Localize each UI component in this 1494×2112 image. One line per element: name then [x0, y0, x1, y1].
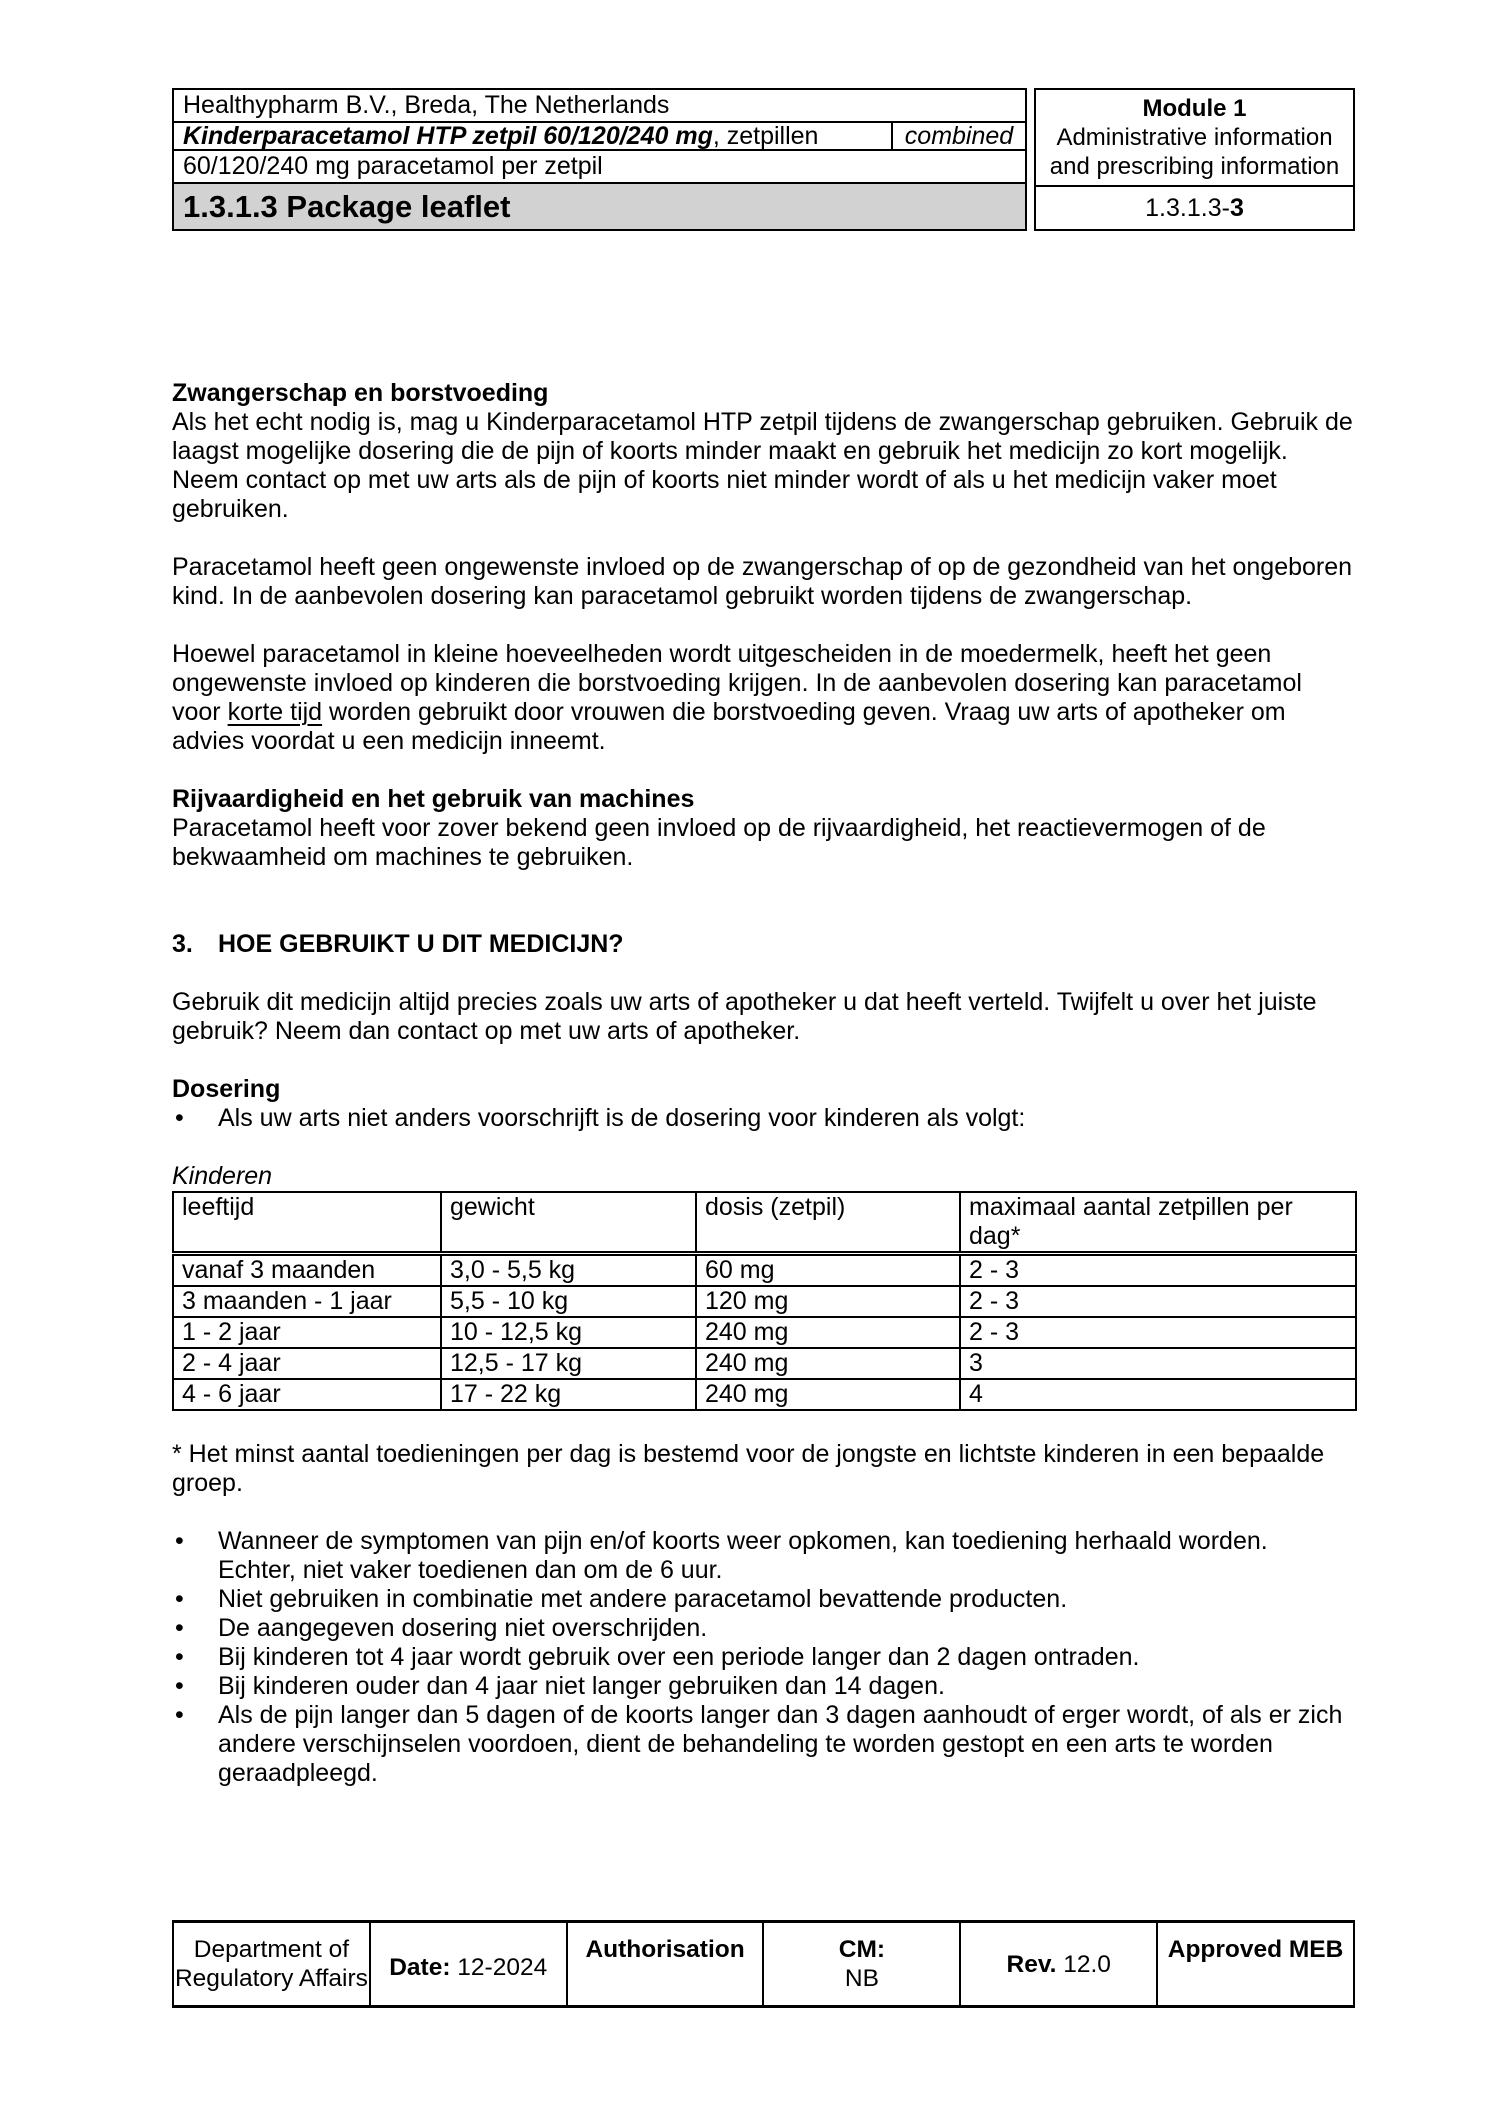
- table-row: [173, 1348, 1356, 1379]
- section3-heading: [172, 930, 1355, 959]
- table-cell: 1 - 2 jaar: [173, 1317, 441, 1348]
- pregnancy-paragraph-1: Als het echt nodig is, mag u Kinderparacetamol HTP zetpil tijdens de zwangerschap gebruiken. Gebruik de laagst mogelijke dosering die de pijn of koorts minder maakt en gebruik het medicijn zo kort mogelijk. Neem contact op met uw arts als de pijn of koorts niet minder wordt of als u het medicijn vaker moet gebruiken.: [172, 408, 1353, 523]
- combined-label: combined: [904, 121, 1014, 150]
- header-block: [172, 88, 1355, 231]
- bullet-line: Bij kinderen ouder dan 4 jaar niet langer gebruiken dan 14 dagen.: [218, 1672, 945, 1700]
- footer-table: [172, 1920, 1355, 2008]
- usage-bullets: [172, 1527, 1355, 1788]
- bullet-marker: •: [175, 1104, 184, 1132]
- bullet-text: [218, 1701, 1355, 1788]
- bullet-line: Bij kinderen tot 4 jaar wordt gebruik over een periode langer dan 2 dagen ontraden.: [218, 1643, 1140, 1671]
- dosing-heading: Dosering: [172, 1075, 281, 1103]
- company-name: Healthypharm B.V., Breda, The Netherlands: [183, 91, 670, 119]
- header-table-left: [172, 88, 1027, 231]
- bullet-line: Niet gebruiken in combinatie met andere paracetamol bevattende producten.: [218, 1585, 1068, 1613]
- footer-cell-authorisation: [566, 1923, 763, 2005]
- bullet-line: Wanneer de symptomen van pijn en/of koorts weer opkomen, kan toediening herhaald worden.: [218, 1527, 1268, 1555]
- bullet-marker: •: [175, 1585, 184, 1613]
- dosing-table-body: [173, 1254, 1356, 1411]
- dosing-table: [172, 1191, 1357, 1411]
- strength-text: 60/120/240 mg paracetamol per zetpil: [183, 152, 603, 180]
- table-cell: vanaf 3 maanden: [173, 1254, 441, 1287]
- table-cell: 240 mg: [696, 1348, 960, 1379]
- module-subtitle-1: Administrative information: [1056, 124, 1333, 151]
- company-row: [174, 90, 1025, 121]
- bullet-marker: •: [175, 1672, 184, 1700]
- bullet-marker: •: [175, 1614, 184, 1642]
- pregnancy-heading: Zwangerschap en borstvoeding: [172, 379, 549, 407]
- table-caption: Kinderen: [172, 1162, 273, 1190]
- table-header-cell: leeftijd: [173, 1192, 441, 1254]
- bullet-item: [172, 1614, 1355, 1643]
- bullet-item: [172, 1701, 1355, 1788]
- table-cell: 3: [960, 1348, 1356, 1379]
- approved-label: Approved MEB: [1167, 1935, 1344, 1963]
- table-cell: 5,5 - 10 kg: [441, 1286, 696, 1317]
- product-row: [174, 121, 1025, 151]
- doc-code-cell: [1036, 187, 1353, 229]
- rev-value: 12.0: [1056, 1950, 1111, 1978]
- table-cell: 2 - 4 jaar: [173, 1348, 441, 1379]
- table-cell: 3,0 - 5,5 kg: [441, 1254, 696, 1287]
- section3-number: 3.: [172, 930, 193, 958]
- table-cell: 2 - 3: [960, 1286, 1356, 1317]
- table-cell: 240 mg: [696, 1379, 960, 1410]
- cm-value: NB: [844, 1965, 879, 1992]
- table-cell: 120 mg: [696, 1286, 960, 1317]
- module-subtitle-2: and prescribing information: [1049, 153, 1340, 180]
- combined-cell: [891, 123, 1025, 149]
- table-header-row: [173, 1192, 1356, 1254]
- bullet-line: Echter, niet vaker toedienen dan om de 6 uur.: [218, 1556, 723, 1584]
- rev-label: Rev.: [1006, 1950, 1057, 1978]
- content-area: [172, 88, 1355, 1788]
- date-label: Date:: [389, 1953, 451, 1981]
- driving-heading: Rijvaardigheid en het gebruik van machines: [172, 785, 695, 813]
- product-name: Kinderparacetamol HTP zetpil 60/120/240 mg: [183, 123, 713, 149]
- footer-cell-department: [174, 1923, 369, 2005]
- module-title: Module 1: [1142, 95, 1247, 122]
- bullet-line: De aangegeven dosering niet overschrijden.: [218, 1614, 708, 1642]
- underlined-text: korte tijd: [227, 698, 323, 726]
- dosing-bullet: [172, 1104, 1355, 1133]
- leaflet-title: 1.3.1.3 Package leaflet: [183, 189, 511, 224]
- date-value: 12-2024: [450, 1953, 548, 1981]
- bullet-item: [172, 1643, 1355, 1672]
- table-cell: 3 maanden - 1 jaar: [173, 1286, 441, 1317]
- table-row: [173, 1286, 1356, 1317]
- cm-label: CM:: [838, 1936, 886, 1963]
- table-cell: 2 - 3: [960, 1254, 1356, 1287]
- leaflet-title-row: [174, 182, 1025, 229]
- table-cell: 10 - 12,5 kg: [441, 1317, 696, 1348]
- pregnancy-paragraph-2: Paracetamol heeft geen ongewenste invloed op de zwangerschap of op de gezondheid van het ongeboren kind. In de aanbevolen dosering kan paracetamol gebruikt worden tijdens de zwangerschap.: [172, 553, 1353, 610]
- table-cell: 240 mg: [696, 1317, 960, 1348]
- bullet-item: [172, 1585, 1355, 1614]
- bullet-marker: •: [175, 1527, 184, 1555]
- bullet-line: Als de pijn langer dan 5 dagen of de koorts langer dan 3 dagen aanhoudt of erger wordt, of als er zich andere verschijnselen voordoen, dient de behandeling te worden gestopt en een arts te worden geraadpleegd.: [218, 1701, 1343, 1787]
- bullet-item: [172, 1527, 1355, 1585]
- table-cell: 2 - 3: [960, 1317, 1356, 1348]
- bullet-text: [218, 1643, 1355, 1672]
- footer-cell-rev: [959, 1923, 1156, 2005]
- header-table-right: [1034, 88, 1355, 231]
- footer-cell-cm: [762, 1923, 959, 2005]
- table-cell: 60 mg: [696, 1254, 960, 1287]
- bullet-item: [172, 1672, 1355, 1701]
- table-header-cell: gewicht: [441, 1192, 696, 1254]
- table-cell: 4: [960, 1379, 1356, 1410]
- section3-intro: Gebruik dit medicijn altijd precies zoals uw arts of apotheker u dat heeft verteld. Twijfelt u over het juiste gebruik? Neem dan contact op met uw arts of apotheker.: [172, 988, 1317, 1045]
- table-cell: 17 - 22 kg: [441, 1379, 696, 1410]
- table-row: [173, 1317, 1356, 1348]
- footer-cell-approved: [1156, 1923, 1353, 2005]
- table-footnote: * Het minst aantal toedieningen per dag is bestemd voor de jongste en lichtste kinderen in een bepaalde groep.: [172, 1440, 1325, 1497]
- bullet-marker: •: [175, 1701, 184, 1729]
- table-header-cell: dosis (zetpil): [696, 1192, 960, 1254]
- bullet-text: [218, 1614, 1355, 1643]
- dosing-table-head: [173, 1192, 1356, 1254]
- product-cell: [174, 123, 891, 149]
- section3-title: HOE GEBRUIKT U DIT MEDICIJN?: [218, 930, 624, 958]
- table-header-cell: maximaal aantal zetpillen per dag*: [960, 1192, 1356, 1254]
- footer-cell-date: [369, 1923, 566, 2005]
- bullet-text: [218, 1585, 1355, 1614]
- table-row: [173, 1254, 1356, 1287]
- table-cell: 4 - 6 jaar: [173, 1379, 441, 1410]
- strength-row: [174, 151, 1025, 182]
- bullet-text: [218, 1672, 1355, 1701]
- authorisation-label: Authorisation: [585, 1935, 745, 1963]
- driving-paragraph: Paracetamol heeft voor zover bekend geen invloed op de rijvaardigheid, het reactievermogen of de bekwaamheid om machines te gebruiken.: [172, 814, 1266, 871]
- table-cell: 12,5 - 17 kg: [441, 1348, 696, 1379]
- doc-code: 1.3.1.3-3: [1145, 193, 1244, 222]
- bullet-text: [218, 1527, 1355, 1585]
- department-line-2: Regulatory Affairs: [174, 1965, 368, 1992]
- breastfeeding-paragraph: Hoewel paracetamol in kleine hoeveelheden wordt uitgescheiden in de moedermelk, heeft het geen ongewenste invloed op kinderen die borstvoeding krijgen. In de aanbevolen dosering kan paracetamol voor korte tijd worden gebruikt door vrouwen die borstvoeding geven. Vraag uw arts of apotheker om advies voordat u een medicijn inneemt.: [172, 640, 1302, 755]
- department-line-1: Department of: [193, 1936, 350, 1963]
- bullet-marker: •: [175, 1643, 184, 1671]
- table-row: [173, 1379, 1356, 1410]
- dosing-bullet-text: Als uw arts niet anders voorschrijft is de dosering voor kinderen als volgt:: [218, 1104, 1026, 1132]
- product-form: , zetpillen: [712, 123, 819, 149]
- module-cell: [1036, 90, 1353, 187]
